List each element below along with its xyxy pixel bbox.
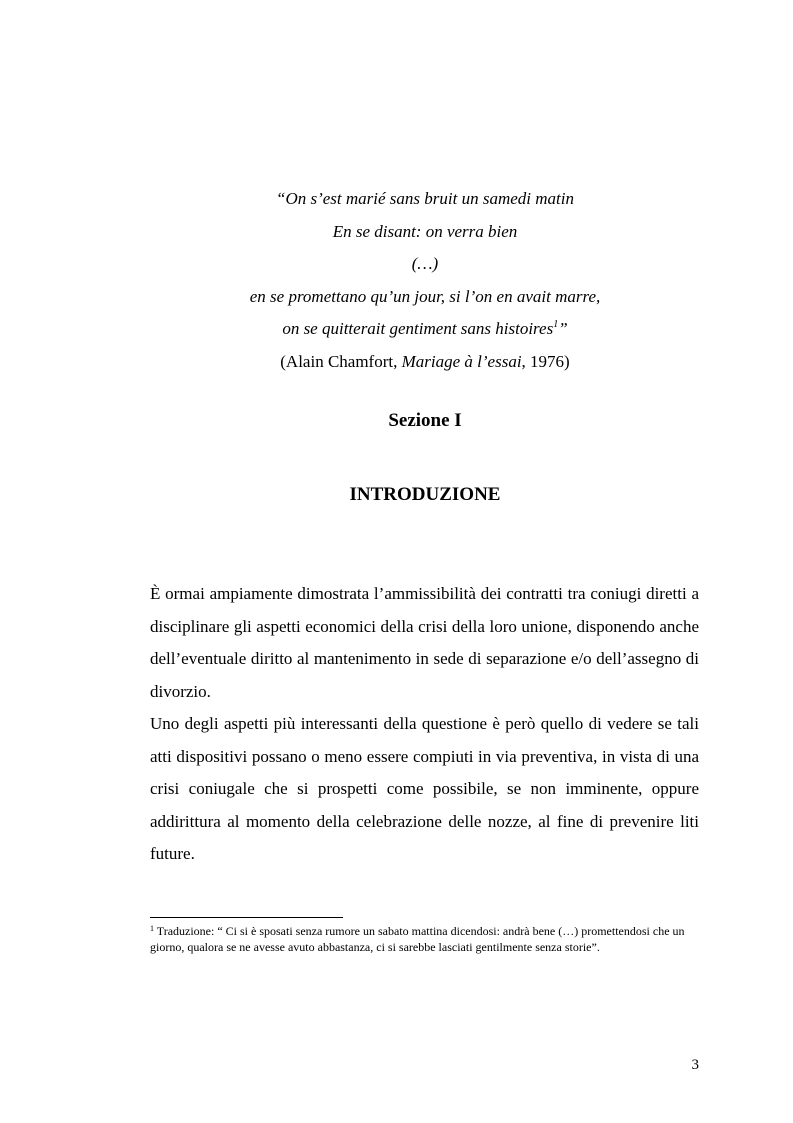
epigraph-line-5 <box>150 313 700 346</box>
epigraph-line-4: en se promettano qu’un jour, si l’on en avait marre, <box>249 286 601 306</box>
epigraph-line-1: “On s’est marié sans bruit un samedi matin <box>276 189 574 208</box>
credit-suffix: , 1976) <box>521 351 570 371</box>
credit-title: Mariage à l’essai <box>401 351 522 371</box>
body-text <box>150 578 699 871</box>
paragraph-2: Uno degli aspetti più interessanti della questione è però quello di vedere se tali atti dispositivi possano o meno essere compiuti in via preventiva, in vista di una crisi coniugale che si prospetti come possibile, se non imminente, oppure addirittura al momento della celebrazione delle nozze, al fine di prevenire liti future. <box>150 714 699 863</box>
credit-prefix: (Alain Chamfort, <box>280 351 402 371</box>
epigraph-line-3: (…) <box>411 254 439 273</box>
epigraph-line-2: En se disant: on verra bien <box>332 221 518 241</box>
footnote-text: Traduzione: “ Ci si è sposati senza rumore un sabato mattina dicendosi: andrà bene (…) promettendosi che un giorno, qualora se ne avesse avuto abbastanza, ci si sarebbe lasciati gentilmente senza storie”. <box>150 924 685 954</box>
footnote-divider <box>150 917 343 918</box>
epigraph-line-5-text: on se quitterait gentiment sans histoires <box>282 319 554 338</box>
epigraph <box>150 183 700 378</box>
page-number: 3 <box>691 1057 699 1073</box>
footnote-number: 1 <box>150 924 154 933</box>
epigraph-credit <box>150 346 700 379</box>
footnote-reference[interactable]: 1 <box>553 319 559 330</box>
section-title: Sezione I <box>388 410 462 431</box>
chapter-title: INTRODUZIONE <box>349 484 501 505</box>
epigraph-closing-quote: ” <box>558 319 568 338</box>
paragraph-1: È ormai ampiamente dimostrata l’ammissibilità dei contratti tra coniugi diretti a disciplinare gli aspetti economici della crisi della loro unione, disponendo anche dell’eventuale diritto al mantenimento in sede di separazione e/o dell’assegno di divorzio. <box>150 584 699 701</box>
footnote <box>150 924 699 955</box>
